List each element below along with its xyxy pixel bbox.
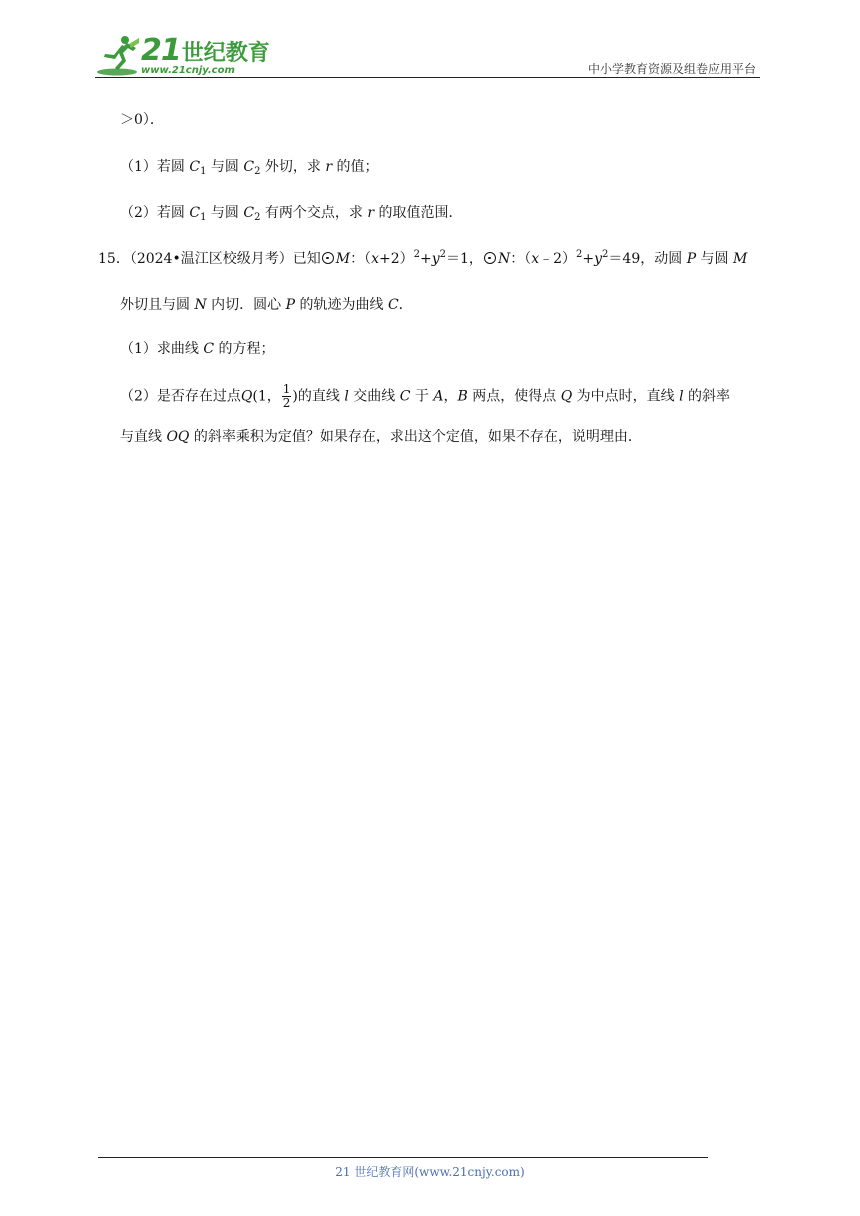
problem-15-statement-line2: 外切且与圆 N 内切．圆心 P 的轨迹为曲线 C． bbox=[120, 297, 413, 313]
problem-15-statement-line1: 15．（2024•温江区校级月考）已知 M：$(x+2)^2+y^2=1$， N：$(x﹣2)^2+y^2=49$，动圆 P 与圆 M bbox=[98, 249, 748, 267]
prev-problem-tail: ＞0）． bbox=[120, 112, 164, 128]
problem-15-question-2-line2: 与直线 OQ 的斜率乘积为定值？如果存在，求出这个定值，如果不存在，说明理由． bbox=[120, 429, 642, 445]
problem-number: 15． bbox=[98, 251, 130, 267]
circle-dot-icon bbox=[484, 252, 496, 264]
site-logo[interactable] bbox=[95, 33, 270, 78]
runner-icon bbox=[95, 34, 141, 78]
footer-link[interactable]: 21 世纪教育网(www.21cnjy.com) bbox=[335, 1165, 525, 1179]
problem-source: （2024•温江区校级月考）已知 bbox=[129, 251, 321, 267]
logo-chinese: 世纪教育 bbox=[181, 41, 270, 66]
prev-problem-part2: （2）若圆 $C_1$ 与圆 $C_2$ 有两个交点，求 r 的取值范围． bbox=[120, 205, 463, 223]
page-header bbox=[95, 30, 760, 80]
problem-15-question-2-line1: （2）是否存在过点Q(1， $\frac{1}{2}$ )的直线 l 交曲线 C 于 A，B 两点，使得点 Q 为中点时，直线 l 的斜率 bbox=[120, 382, 731, 410]
header-divider bbox=[95, 77, 760, 78]
circle-dot-icon bbox=[322, 252, 334, 264]
fraction-one-half: $\frac{1}{2}$ bbox=[282, 382, 291, 410]
logo-url: www.21cnjy.com bbox=[141, 65, 235, 76]
header-slogan: 中小学教育资源及组卷应用平台 bbox=[587, 62, 756, 76]
problem-15-question-1: （1）求曲线 C 的方程； bbox=[120, 341, 275, 357]
logo-number: 21 bbox=[141, 33, 181, 68]
prev-problem-part1: （1）若圆 $C_1$ 与圆 $C_2$ 外切，求 r 的值； bbox=[120, 159, 379, 177]
footer-divider bbox=[98, 1157, 708, 1158]
